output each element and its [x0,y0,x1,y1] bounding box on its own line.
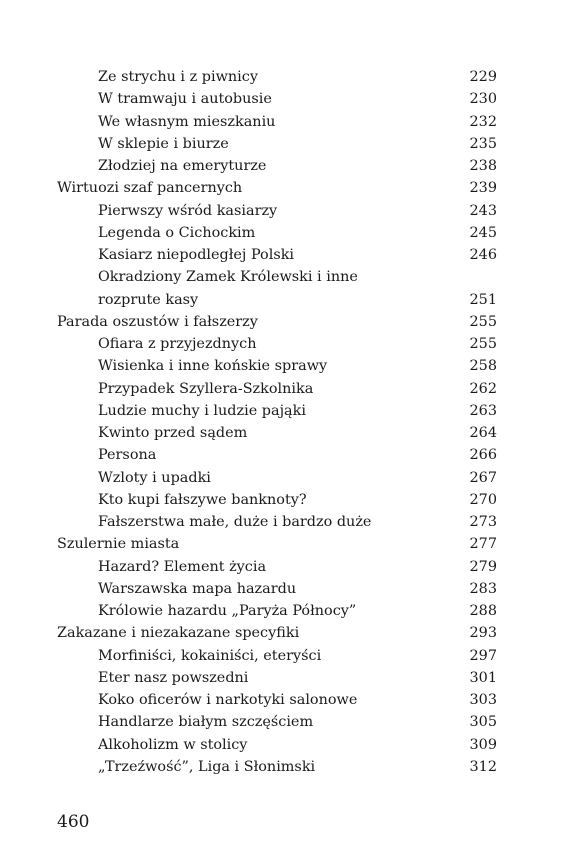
toc-section [57,289,497,311]
toc-chapter [57,622,497,644]
toc-entry-page: 277 [469,536,497,553]
toc-entry-page: 297 [469,647,497,664]
toc-chapter [57,311,497,333]
toc-entry-title: Kto kupi fałszywe banknoty? [98,491,307,508]
toc-entry-title: Przypadek Szyllera-Szkolnika [98,380,314,397]
toc-section [57,689,497,711]
toc-entry-page: 312 [469,758,497,775]
toc-section [57,489,497,511]
toc-section [57,467,497,489]
toc-entry-title: Persona [98,447,157,464]
toc-entry-title: Hazard? Element życia [98,558,267,575]
toc-entry-title: „Trzeźwość”, Liga i Słonimski [98,758,316,775]
toc-entry-title: Królowie hazardu „Paryża Północy” [98,603,357,619]
toc-entry-page: 251 [469,291,497,308]
page-number: 460 [57,812,90,832]
toc-entry-page: 238 [469,158,497,174]
toc-entry-title: W tramwaju i autobusie [98,91,272,108]
toc-section [57,667,497,689]
toc-entry-page: 309 [469,736,497,753]
toc-entry-title: Handlarze białym szczęściem [98,714,314,731]
toc-entry-page: 263 [469,402,497,419]
toc-entry-page: 246 [469,247,497,263]
toc-section [57,88,497,110]
toc-section [57,355,497,377]
toc-entry-title: Fałszerstwa małe, duże i bardzo duże [98,514,372,530]
toc-entry-title: Morfiniści, kokainiści, eteryści [98,647,322,664]
toc-entry-title: Szulernie miasta [57,536,180,553]
toc-entry-page: 258 [469,358,497,375]
toc-entry-page: 262 [469,380,497,397]
toc-entry-title: W sklepie i biurze [98,135,229,152]
toc-entry-title: Wirtuozi szaf pancernych [57,180,243,197]
toc-entry-page: 270 [469,491,497,508]
toc-entry-title: Alkoholizm w stolicy [98,736,248,753]
toc-entry-page: 229 [469,69,497,85]
toc-entry-page: 293 [469,625,497,642]
toc-section [57,734,497,756]
toc-entry-page: 267 [469,469,497,486]
toc-entry-page: 243 [469,202,497,219]
toc-section [57,111,497,133]
toc-section [57,756,497,778]
toc-section [57,155,497,177]
toc-section [57,266,497,288]
toc-entry-page: 255 [469,313,497,330]
toc-entry-title: Warszawska mapa hazardu [98,580,297,597]
toc-entry-page: 283 [469,580,497,597]
toc-entry-title: Kasiarz niepodległej Polski [98,247,295,263]
toc-entry-page: 235 [469,135,497,152]
toc-entry-page: 230 [469,91,497,108]
toc-section [57,200,497,222]
toc-entry-title: Kwinto przed sądem [98,425,248,441]
toc-entry-title: Legenda o Cichockim [98,224,256,241]
toc-entry-page: 279 [469,558,497,575]
toc-entry-title: Ofiara z przyjezdnych [98,336,257,352]
toc-section [57,333,497,355]
toc-section [57,556,497,578]
table-of-contents [57,66,497,778]
toc-entry-page: 232 [469,113,497,130]
toc-section [57,600,497,622]
toc-section [57,378,497,400]
toc-section [57,244,497,266]
toc-section [57,444,497,466]
toc-entry-title: Zakazane i niezakazane specyfiki [57,625,300,642]
toc-entry-page: 239 [469,180,497,197]
toc-entry-title: Ze strychu i z piwnicy [98,69,258,85]
toc-entry-page: 288 [469,603,497,619]
toc-entry-page: 305 [469,714,497,731]
toc-entry-title: Ludzie muchy i ludzie pająki [98,402,306,419]
toc-entry-title: Okradziony Zamek Królewski i inne [98,269,358,286]
toc-entry-title: We własnym mieszkaniu [98,113,276,130]
toc-entry-title: Pierwszy wśród kasiarzy [98,202,278,219]
toc-section [57,66,497,88]
toc-entry-page: 273 [469,514,497,530]
toc-entry-page: 303 [469,692,497,708]
toc-entry-page: 245 [469,224,497,241]
toc-section [57,645,497,667]
toc-entry-page: 264 [469,425,497,441]
toc-entry-title: rozprute kasy [98,291,199,308]
toc-entry-title: Wzloty i upadki [98,469,211,486]
toc-section [57,511,497,533]
toc-section [57,711,497,733]
toc-entry-title: Wisienka i inne końskie sprawy [98,358,328,375]
toc-section [57,133,497,155]
toc-section [57,400,497,422]
toc-entry-page: 301 [469,669,497,686]
toc-entry-page: 255 [469,336,497,352]
toc-chapter [57,177,497,199]
toc-entry-title: Eter nasz powszedni [98,669,249,686]
toc-section [57,422,497,444]
toc-section [57,222,497,244]
toc-chapter [57,533,497,555]
toc-entry-page: 266 [469,447,497,464]
toc-entry-title: Parada oszustów i fałszerzy [57,313,258,330]
toc-section [57,578,497,600]
toc-entry-title: Koko oficerów i narkotyki salonowe [98,692,358,708]
toc-entry-title: Złodziej na emeryturze [98,158,267,174]
